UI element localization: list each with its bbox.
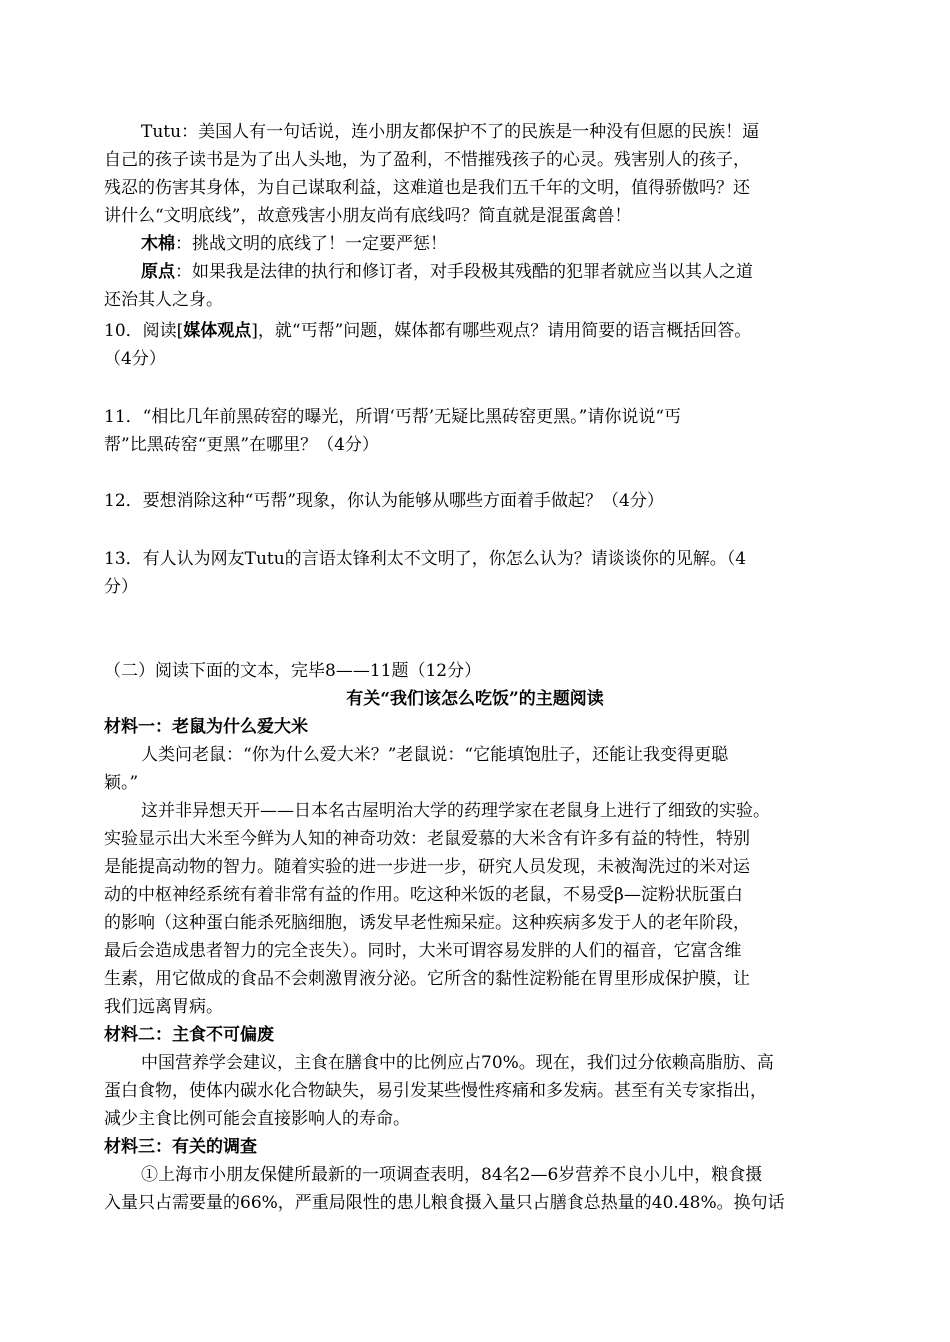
- media-viewpoint-label: 媒体观点: [183, 321, 252, 341]
- material-2-line: 减少主食比例可能会直接影响人的寿命。: [104, 1109, 410, 1129]
- material-1-line: 是能提高动物的智力。随着实验的进一步进一步，研究人员发现，未被淘洗过的米对运: [104, 857, 750, 877]
- material-1-line: 这并非异想天开——日本名古屋明治大学的药理学家在老鼠身上进行了细致的实验。: [141, 801, 770, 821]
- material-1-line: 人类问老鼠：“你为什么爱大米？”老鼠说：“它能填饱肚子，还能让我变得更聪: [141, 745, 729, 765]
- comment-yuandian-line-1: 原点：如果我是法律的执行和修订者，对手段极其残酷的犯罪者就应当以其人之道: [141, 262, 753, 282]
- material-1-line: 的影响（这种蛋白能杀死脑细胞，诱发早老性痴呆症。这种疾病多发于人的老年阶段，: [104, 913, 750, 933]
- comment-mumian: 木棉：挑战文明的底线了！一定要严惩！: [141, 234, 447, 254]
- comment-author-tutu: Tutu: [141, 122, 182, 142]
- material-1-line: 颖。”: [104, 773, 139, 793]
- material-1-line: 我们远离胃病。: [104, 997, 223, 1017]
- comment-yuandian-line-2: 还治其人之身。: [104, 290, 223, 310]
- section-2-title: 有关“我们该怎么吃饭”的主题阅读: [346, 689, 604, 709]
- comment-tutu-line-2: 自己的孩子读书是为了出人头地，为了盈利，不惜摧残孩子的心灵。残害别人的孩子，: [104, 150, 750, 170]
- question-11-line-1: 11．“相比几年前黑砖窑的曝光，所谓‘丐帮’无疑比黑砖窑更黑。”请你说说“丐: [104, 407, 682, 427]
- question-12: 12．要想消除这种“丐帮”现象，你认为能够从哪些方面着手做起？（4分）: [104, 491, 664, 511]
- material-1-line: 最后会造成患者智力的完全丧失）。同时，大米可谓容易发胖的人们的福音，它富含维: [104, 941, 742, 961]
- comment-author-mumian: 木棉: [141, 234, 175, 254]
- comment-author-yuandian: 原点: [141, 262, 175, 282]
- material-2-line: 蛋白食物，使体内碳水化合物缺失，易引发某些慢性疼痛和多发病。甚至有关专家指出，: [104, 1081, 767, 1101]
- question-13-line-1: 13．有人认为网友Tutu的言语太锋利太不文明了，你怎么认为？请谈谈你的见解。（4: [104, 549, 747, 569]
- question-10: 10．阅读[媒体观点]，就“丐帮”问题，媒体都有哪些观点？请用简要的语言概括回答。: [104, 321, 752, 341]
- material-2-line: 中国营养学会建议，主食在膳食中的比例应占70%。现在，我们过分依赖高脂肪、高: [141, 1053, 774, 1073]
- material-1-line: 实验显示出大米至今鲜为人知的神奇功效：老鼠爱慕的大米含有许多有益的特性，特别: [104, 829, 750, 849]
- material-2-heading: 材料二：主食不可偏废: [104, 1025, 274, 1045]
- comment-tutu-line-3: 残忍的伤害其身体，为自己谋取利益，这难道也是我们五千年的文明，值得骄傲吗？还: [104, 178, 750, 198]
- material-3-line: 入量只占需要量的66%，严重局限性的患儿粮食摄入量只占膳食总热量的40.48%。换句话: [104, 1193, 785, 1213]
- material-3-line: ①上海市小朋友保健所最新的一项调查表明，84名2—6岁营养不良小儿中，粮食摄: [141, 1165, 763, 1185]
- question-11-line-2: 帮”比黑砖窑“更黑”在哪里？（4分）: [104, 435, 379, 455]
- section-2-intro: （二）阅读下面的文本，完毕8——11题（12分）: [104, 661, 482, 681]
- material-1-heading: 材料一：老鼠为什么爱大米: [104, 717, 308, 737]
- material-3-heading: 材料三：有关的调查: [104, 1137, 257, 1157]
- comment-tutu-line-4: 讲什么“文明底线”，故意残害小朋友尚有底线吗？简直就是混蛋禽兽！: [104, 206, 632, 226]
- question-10-score: （4分）: [104, 349, 166, 369]
- material-1-line: 生素，用它做成的食品不会刺激胃液分泌。它所含的黏性淀粉能在胃里形成保护膜，让: [104, 969, 750, 989]
- question-13-line-2: 分）: [104, 577, 138, 597]
- comment-tutu-line-1: Tutu：美国人有一句话说，连小朋友都保护不了的民族是一种没有但愿的民族！逼: [141, 122, 760, 142]
- material-1-line: 动的中枢神经系统有着非常有益的作用。吃这种米饭的老鼠，不易受β—淀粉状朊蛋白: [104, 885, 743, 905]
